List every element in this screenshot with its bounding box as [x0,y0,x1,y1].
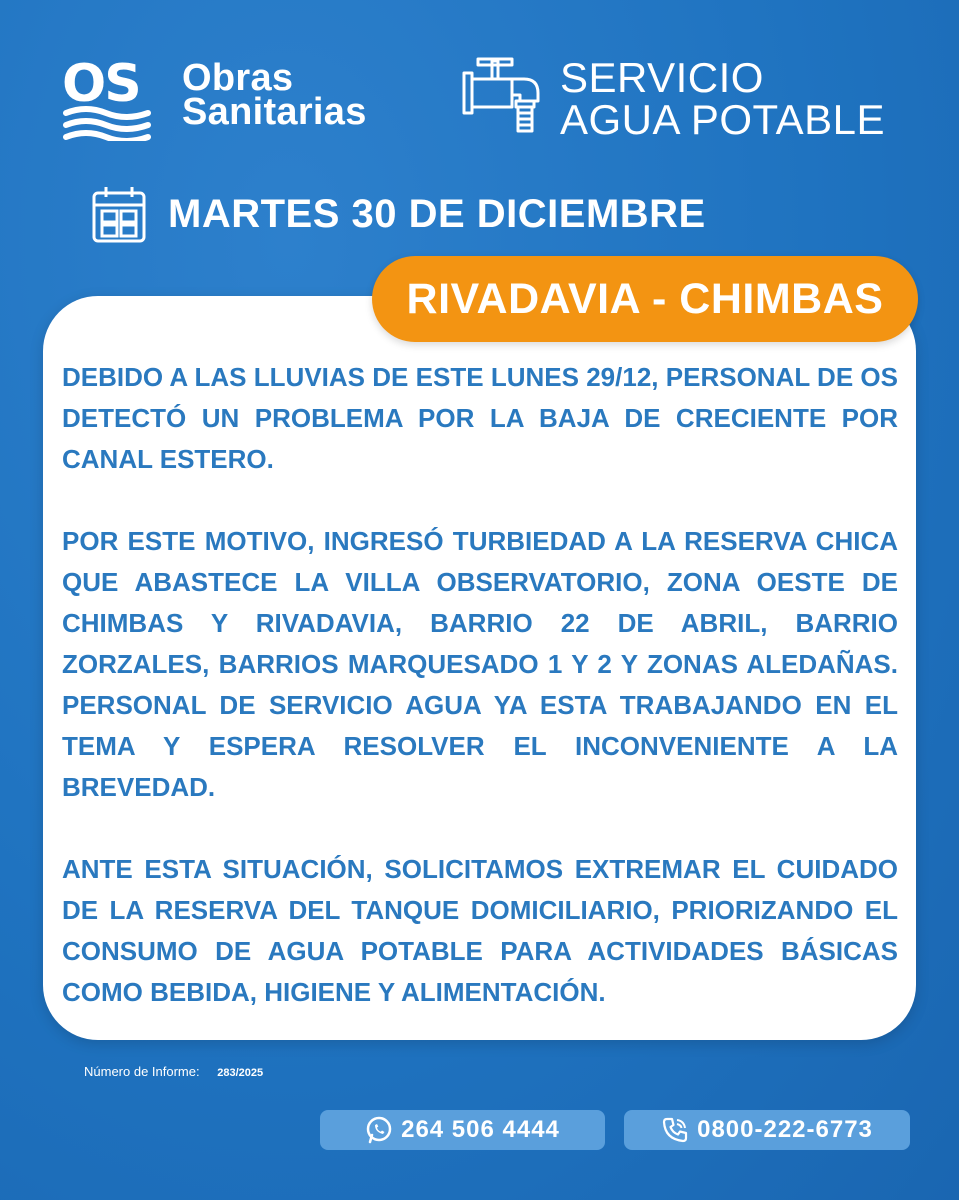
date-row [92,185,706,243]
phone-icon [661,1116,689,1144]
report-label: Número de Informe: [84,1064,200,1079]
whatsapp-icon [365,1116,393,1144]
date-title: MARTES 30 DE DICIEMBRE [168,191,706,236]
brand-line2: Sanitarias [182,91,367,133]
paragraph-3: ANTE ESTA SITUACIÓN, SOLICITAMOS EXTREMAR EL CUIDADO DE LA RESERVA DEL TANQUE DOMICILIARIO, PRIORIZANDO EL CONSUMO DE AGUA POTABLE PARA ACTIVIDADES BÁSICAS COMO BEBIDA, HIGIENE Y ALIMENTACIÓN. [62,854,898,1007]
report-number: 283/2025 [217,1067,264,1079]
paragraph-2: POR ESTE MOTIVO, INGRESÓ TURBIEDAD A LA RESERVA CHICA QUE ABASTECE LA VILLA OBSERVATORIO, ZONA OESTE DE CHIMBAS Y RIVADAVIA, BARRIO 22 DE ABRIL, BARRIO ZORZALES, BARRIOS MARQUESADO 1 Y 2 Y ZONAS ALEDAÑAS. PERSONAL DE SERVICIO AGUA YA ESTA TRABAJANDO EN EL TEMA Y ESPERA RESOLVER EL INCONVENIENTE A LA BREVEDAD. [62,526,898,802]
location-tag: RIVADAVIA - CHIMBAS [372,256,918,342]
calendar-icon [92,185,146,243]
whatsapp-number: 264 506 4444 [401,1116,560,1143]
water-tap-icon [462,55,542,137]
notice-body [62,357,898,1054]
brand-logo [62,55,367,141]
svg-text:OS: OS [62,55,140,114]
brand-line1: Obras [182,57,294,99]
phone-number: 0800-222-6773 [697,1116,873,1143]
service-line1: SERVICIO [560,54,764,101]
os-logo-icon [62,55,152,141]
report-info [84,1064,263,1079]
phone-contact[interactable] [624,1110,910,1150]
whatsapp-contact[interactable] [320,1110,605,1150]
service-header [462,55,885,141]
service-line2: AGUA POTABLE [560,96,885,143]
paragraph-1: DEBIDO A LAS LLUVIAS DE ESTE LUNES 29/12, PERSONAL DE OS DETECTÓ UN PROBLEMA POR LA BAJA DE CRECIENTE POR CANAL ESTERO. [62,362,898,474]
